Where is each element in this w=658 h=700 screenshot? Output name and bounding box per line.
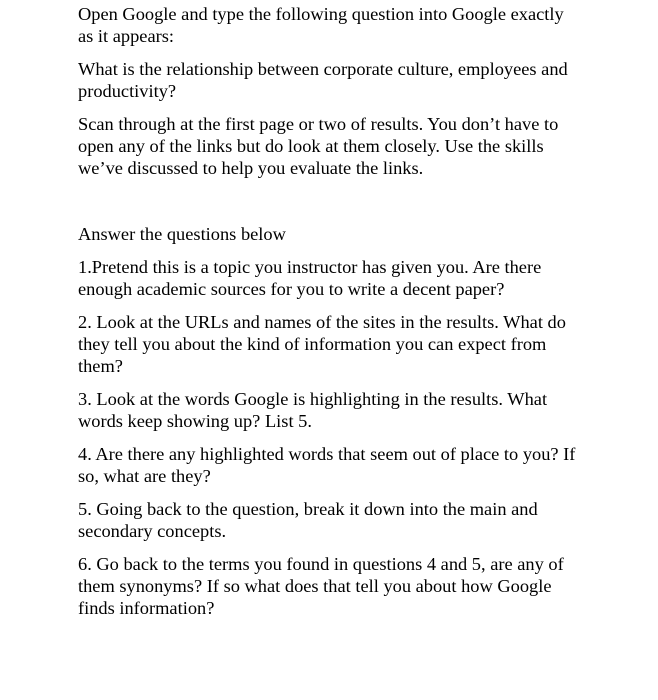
blank-line-spacer bbox=[78, 190, 578, 223]
question-item-1: 1.Pretend this is a topic you instructor has given you. Are there enough academic sources for you to write a decent paper? bbox=[78, 257, 542, 299]
document-page bbox=[78, 3, 578, 630]
search-question-paragraph: What is the relationship between corporate culture, employees and productivity? bbox=[78, 59, 568, 101]
questions-heading: Answer the questions below bbox=[78, 224, 286, 244]
question-item-6: 6. Go back to the terms you found in questions 4 and 5, are any of them synonyms? If so what does that tell you about how Google finds information? bbox=[78, 554, 564, 618]
question-item-2: 2. Look at the URLs and names of the sites in the results. What do they tell you about the kind of information you can expect from them? bbox=[78, 312, 566, 376]
question-item-5: 5. Going back to the question, break it down into the main and secondary concepts. bbox=[78, 499, 538, 541]
instruction-paragraph: Open Google and type the following question into Google exactly as it appears: bbox=[78, 4, 564, 46]
question-item-3: 3. Look at the words Google is highlighting in the results. What words keep showing up? List 5. bbox=[78, 389, 548, 431]
question-item-4: 4. Are there any highlighted words that seem out of place to you? If so, what are they? bbox=[78, 444, 576, 486]
scan-instructions-paragraph: Scan through at the first page or two of results. You don’t have to open any of the links but do look at them closely. Use the skills we’ve discussed to help you evaluate the links. bbox=[78, 114, 559, 178]
